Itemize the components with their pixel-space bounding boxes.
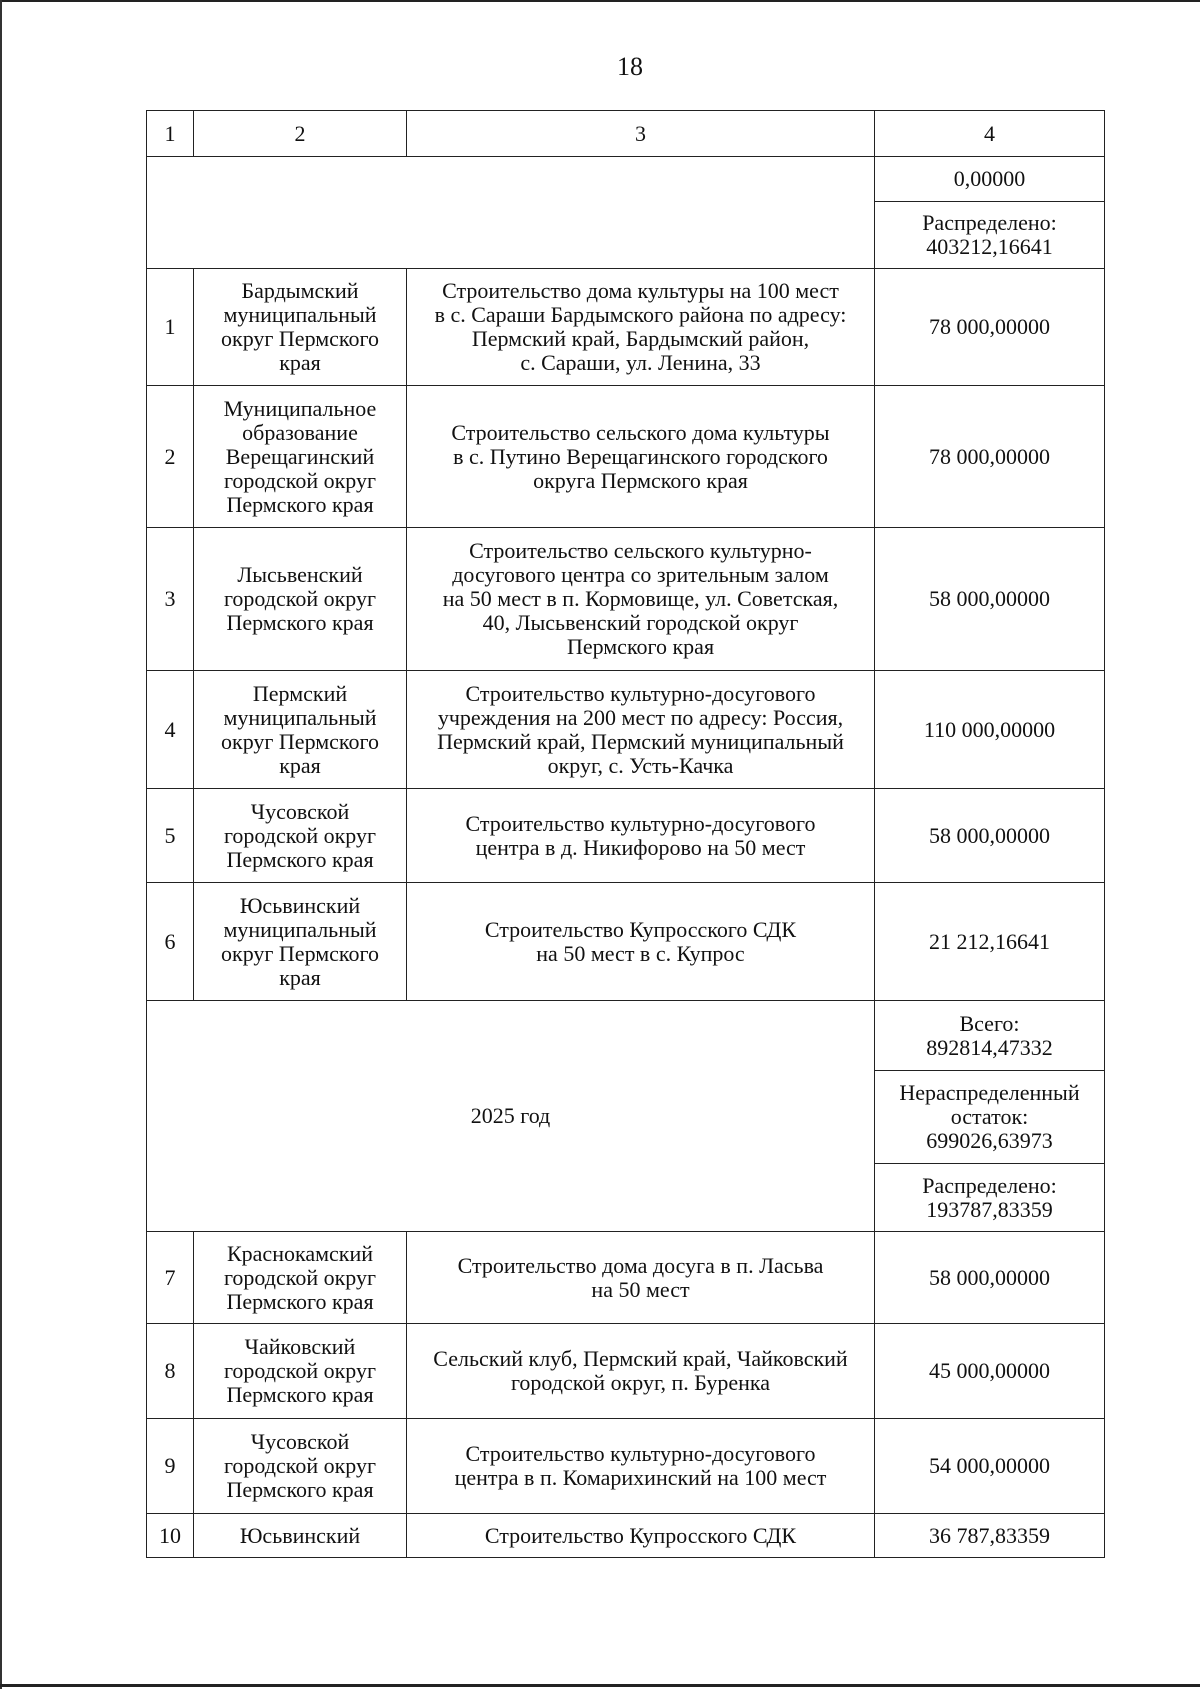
project-line: Пермского края bbox=[566, 634, 715, 659]
municipality-line: Чусовской bbox=[250, 1429, 350, 1454]
project-line: Сельский клуб, Пермский край, Чайковский bbox=[433, 1346, 848, 1371]
table-row bbox=[147, 269, 1105, 386]
row-number: 8 bbox=[147, 1324, 194, 1419]
project-cell bbox=[407, 1514, 875, 1558]
municipality-line: муниципальный bbox=[223, 916, 377, 942]
municipality-line: муниципальный bbox=[223, 704, 377, 730]
remainder-label: Нераспределенный bbox=[899, 1080, 1080, 1105]
amount-cell: 45 000,00000 bbox=[875, 1324, 1105, 1419]
project-line: Строительство Купросского СДК bbox=[484, 1522, 797, 1548]
municipality-line: Пермский bbox=[252, 680, 348, 706]
project-line: Строительство дома досуга в п. Ласьва bbox=[457, 1252, 824, 1278]
project-cell bbox=[407, 1232, 875, 1324]
table-row bbox=[147, 789, 1105, 883]
project-line: на 50 мест в с. Купрос bbox=[536, 940, 745, 966]
amount-cell: 78 000,00000 bbox=[875, 386, 1105, 528]
municipality-line: городской округ bbox=[223, 1453, 377, 1478]
project-line: округ, с. Усть-Качка bbox=[547, 752, 734, 778]
row-number: 6 bbox=[147, 883, 194, 1001]
distributed-label: Распределено: bbox=[922, 1172, 1057, 1198]
year-label: 2025 год bbox=[147, 1001, 875, 1232]
row-number: 4 bbox=[147, 671, 194, 789]
table-row bbox=[147, 1324, 1105, 1419]
project-cell bbox=[407, 269, 875, 386]
municipality-line: Бардымский bbox=[241, 278, 359, 303]
municipality-cell bbox=[194, 528, 407, 671]
project-line: Строительство культурно-досугового bbox=[465, 1441, 816, 1466]
project-line: центра в д. Никифорово на 50 мест bbox=[475, 834, 806, 860]
municipality-cell bbox=[194, 789, 407, 883]
municipality-line: Пермского края bbox=[226, 846, 374, 872]
project-cell bbox=[407, 528, 875, 671]
amount-cell: 21 212,16641 bbox=[875, 883, 1105, 1001]
page-edge-bottom bbox=[0, 1684, 1200, 1687]
project-line: округа Пермского края bbox=[533, 467, 748, 493]
municipality-cell bbox=[194, 883, 407, 1001]
project-line: в с. Путино Верещагинского городского bbox=[453, 443, 828, 469]
municipality-line: Пермского края bbox=[226, 1288, 374, 1314]
total-label: Всего: bbox=[959, 1010, 1020, 1036]
project-line: Строительство Купросского СДК bbox=[484, 916, 797, 942]
row-number: 7 bbox=[147, 1232, 194, 1324]
project-line: на 50 мест bbox=[591, 1276, 690, 1302]
distributed-cell bbox=[875, 202, 1105, 269]
project-line: Строительство культурно-досугового bbox=[465, 680, 816, 706]
project-line: с. Сараши, ул. Ленина, 33 bbox=[520, 350, 761, 375]
distributed-value: 193787,83359 bbox=[926, 1196, 1053, 1222]
table-row bbox=[147, 1514, 1105, 1558]
project-line: Строительство культурно-досугового bbox=[465, 810, 816, 836]
municipality-cell bbox=[194, 1232, 407, 1324]
table-row bbox=[147, 671, 1105, 789]
row-number: 9 bbox=[147, 1419, 194, 1514]
amount-cell: 0,00000 bbox=[875, 157, 1105, 202]
municipality-line: Краснокамский bbox=[226, 1240, 374, 1266]
project-line: досугового центра со зрительным залом bbox=[452, 562, 829, 587]
row-number: 3 bbox=[147, 528, 194, 671]
municipality-cell bbox=[194, 1324, 407, 1419]
municipality-line: Пермского края bbox=[226, 1477, 374, 1502]
amount-cell: 78 000,00000 bbox=[875, 269, 1105, 386]
project-cell bbox=[407, 883, 875, 1001]
header-cell: 1 bbox=[147, 111, 194, 157]
distributed-cell bbox=[875, 1164, 1105, 1232]
project-cell bbox=[407, 1419, 875, 1514]
total-value: 892814,47332 bbox=[926, 1034, 1053, 1060]
municipality-cell bbox=[194, 1419, 407, 1514]
page-edge-top bbox=[0, 0, 1200, 2]
row-number: 10 bbox=[147, 1514, 194, 1558]
municipality-cell bbox=[194, 1514, 407, 1558]
remainder-value: 699026,63973 bbox=[926, 1128, 1053, 1153]
municipality-line: городской округ bbox=[223, 1358, 377, 1383]
municipality-line: муниципальный bbox=[223, 302, 377, 327]
project-line: центра в п. Комарихинский на 100 мест bbox=[454, 1465, 827, 1490]
project-line: учреждения на 200 мест по адресу: Россия, bbox=[437, 704, 844, 730]
header-cell: 3 bbox=[407, 111, 875, 157]
municipality-line: Пермского края bbox=[226, 610, 374, 635]
table-row bbox=[147, 883, 1105, 1001]
row-number: 5 bbox=[147, 789, 194, 883]
project-line: на 50 мест в п. Кормовище, ул. Советская, bbox=[442, 586, 839, 611]
summary-spacer bbox=[147, 157, 875, 269]
project-line: Строительство сельского дома культуры bbox=[451, 419, 830, 445]
project-cell bbox=[407, 789, 875, 883]
municipality-line: края bbox=[279, 964, 321, 990]
project-line: Пермский край, Бардымский район, bbox=[471, 326, 810, 351]
summary-row-2025 bbox=[147, 1001, 1105, 1071]
table-row bbox=[147, 1232, 1105, 1324]
municipality-cell bbox=[194, 671, 407, 789]
page-number: 18 bbox=[617, 52, 643, 81]
allocation-table bbox=[146, 110, 1105, 1558]
header-cell: 2 bbox=[194, 111, 407, 157]
project-line: городской округ, п. Буренка bbox=[510, 1370, 771, 1395]
municipality-line: Чусовской bbox=[250, 798, 350, 824]
municipality-line: края bbox=[279, 350, 321, 375]
municipality-line: Лысьвенский bbox=[237, 562, 363, 587]
municipality-line: городской округ bbox=[223, 822, 377, 848]
project-line: Строительство сельского культурно- bbox=[469, 538, 812, 563]
municipality-line: края bbox=[279, 752, 321, 778]
municipality-line: округ Пермского bbox=[221, 326, 379, 351]
distributed-value: 403212,16641 bbox=[926, 234, 1053, 259]
project-line: Пермский край, Пермский муниципальный bbox=[437, 728, 844, 754]
municipality-line: Юсьвинский bbox=[239, 892, 361, 918]
municipality-cell bbox=[194, 386, 407, 528]
amount-cell: 54 000,00000 bbox=[875, 1419, 1105, 1514]
amount-cell: 36 787,83359 bbox=[875, 1514, 1105, 1558]
row-number: 2 bbox=[147, 386, 194, 528]
table-row bbox=[147, 1419, 1105, 1514]
amount-cell: 58 000,00000 bbox=[875, 789, 1105, 883]
header-row bbox=[147, 111, 1105, 157]
municipality-line: округ Пермского bbox=[221, 940, 379, 966]
municipality-line: Юсьвинский bbox=[239, 1522, 361, 1548]
remainder-label: остаток: bbox=[950, 1104, 1029, 1129]
municipality-line: Пермского края bbox=[226, 1382, 374, 1407]
municipality-line: городской округ bbox=[223, 1264, 377, 1290]
project-cell bbox=[407, 1324, 875, 1419]
project-cell bbox=[407, 386, 875, 528]
summary-row-2024 bbox=[147, 157, 1105, 202]
total-cell bbox=[875, 1001, 1105, 1071]
municipality-line: округ Пермского bbox=[221, 728, 379, 754]
row-number: 1 bbox=[147, 269, 194, 386]
project-line: в с. Сараши Бардымского района по адресу: bbox=[434, 302, 847, 327]
distributed-label: Распределено: bbox=[922, 210, 1057, 235]
table-row bbox=[147, 528, 1105, 671]
project-line: Строительство дома культуры на 100 мест bbox=[442, 278, 839, 303]
municipality-line: Муниципальное bbox=[223, 395, 377, 421]
project-line: 40, Лысьвенский городской округ bbox=[482, 610, 799, 635]
municipality-line: Пермского края bbox=[226, 491, 374, 517]
page-edge-left bbox=[0, 0, 2, 1689]
amount-cell: 58 000,00000 bbox=[875, 1232, 1105, 1324]
amount-cell: 58 000,00000 bbox=[875, 528, 1105, 671]
municipality-cell bbox=[194, 269, 407, 386]
municipality-line: Верещагинский bbox=[225, 443, 375, 469]
amount-cell: 110 000,00000 bbox=[875, 671, 1105, 789]
remainder-cell bbox=[875, 1071, 1105, 1164]
municipality-line: городской округ bbox=[223, 586, 377, 611]
table-row bbox=[147, 386, 1105, 528]
municipality-line: образование bbox=[242, 419, 358, 445]
municipality-line: Чайковский bbox=[244, 1334, 356, 1359]
header-cell: 4 bbox=[875, 111, 1105, 157]
municipality-line: городской округ bbox=[223, 467, 377, 493]
project-cell bbox=[407, 671, 875, 789]
